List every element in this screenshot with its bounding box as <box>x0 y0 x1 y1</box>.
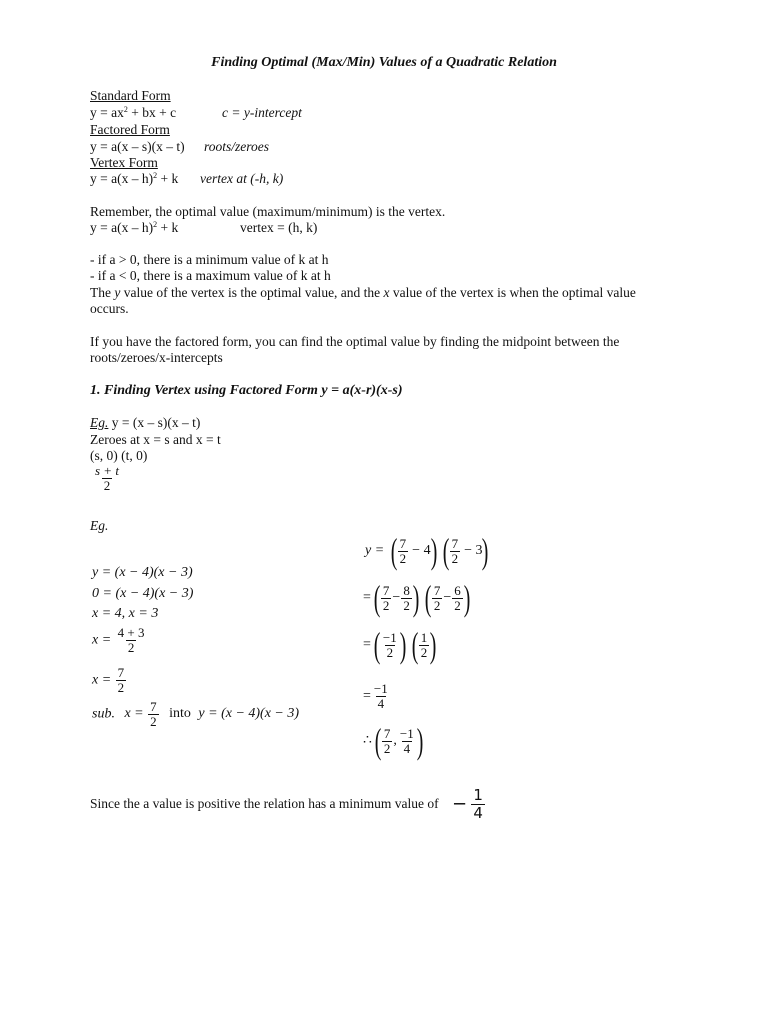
vertex-form-note: vertex at (-h, k) <box>200 171 284 186</box>
calc-line-1: y = ( $\frac{7}{2}$ − 4 ) ( $\frac{7}{2}$ − 3 ) <box>365 533 491 569</box>
standard-form-note: c = y-intercept <box>222 105 302 120</box>
calc-line-3: = ( $\frac{-1}{2}$ ) ( $\frac{1}{2}$ ) <box>363 627 439 663</box>
standard-form-heading: Standard Form <box>90 88 171 103</box>
standard-form-equation: $y = ax^2$ + bx + c <box>90 105 177 120</box>
remember-equation: y = a(x – h)$^2$ + k <box>90 220 179 235</box>
example1-zeroes: Zeroes at x = s and x = t <box>90 432 221 447</box>
factored-paragraph-line1: If you have the factored form, you can find the optimal value by finding the midpoint between the <box>90 334 620 349</box>
work-line-2: 0 = (x − 4)(x − 3) <box>92 586 194 601</box>
factored-form-heading: Factored Form <box>90 122 170 137</box>
example1-equation: Eg. y = (x – s)(x – t) <box>90 415 201 430</box>
work-line-6: sub. x = $\frac{7}{2}$ into y = (x − 4)(x − 3) <box>92 699 300 729</box>
conclusion-text: Since the a value is positive the relation has a minimum value of <box>90 796 439 811</box>
factored-paragraph-line2: roots/zeroes/x-intercepts <box>90 350 223 365</box>
section-heading: 1. Finding Vertex using Factored Form y = a(x-r)(x-s) <box>90 383 403 398</box>
remember-vertex: vertex = (h, k) <box>240 220 318 235</box>
conclusion-value: − $\frac{1}{4}$ <box>452 786 483 822</box>
vertex-form-equation: y = a(x – h)$^2$ + k <box>90 171 179 186</box>
example1-points: (s, 0) (t, 0) <box>90 448 148 463</box>
bullet-maximum: - if a < 0, there is a maximum value of k at h <box>90 268 331 283</box>
calc-line-2: = ( $\frac{7}{2}$ − $\frac{8}{2}$ ) ( $\frac{7}{2}$ − $\frac{6}{2}$ ) <box>363 580 473 616</box>
vertex-result: ∴ ( $\frac{7}{2}$ , $\frac{-1}{4}$ ) <box>363 723 426 759</box>
optimal-value-line: The y value of the vertex is the optimal value, and the x value of the vertex is when the optimal value <box>90 285 636 300</box>
optimal-value-occurs: occurs. <box>90 301 129 316</box>
work-line-1: y = (x − 4)(x − 3) <box>92 565 193 580</box>
factored-form-equation: y = a(x – s)(x – t) <box>90 139 185 154</box>
example2-label: Eg. <box>90 518 109 533</box>
calc-line-4: = $\frac{-1}{4}$ <box>363 681 388 711</box>
work-line-3: x = 4, x = 3 <box>92 606 159 621</box>
vertex-form-heading: Vertex Form <box>90 155 158 170</box>
page-title: Finding Optimal (Max/Min) Values of a Quadratic Relation <box>211 55 557 70</box>
work-line-5: x = $\frac{7}{2}$ <box>92 665 125 695</box>
factored-form-note: roots/zeroes <box>204 139 270 154</box>
example1-midpoint-fraction: $\frac{s + t}{2}$ <box>95 463 119 493</box>
work-line-4: x = $\frac{4 + 3}{2}$ <box>92 625 145 655</box>
bullet-minimum: - if a > 0, there is a minimum value of k at h <box>90 252 329 267</box>
remember-line: Remember, the optimal value (maximum/minimum) is the vertex. <box>90 204 446 219</box>
